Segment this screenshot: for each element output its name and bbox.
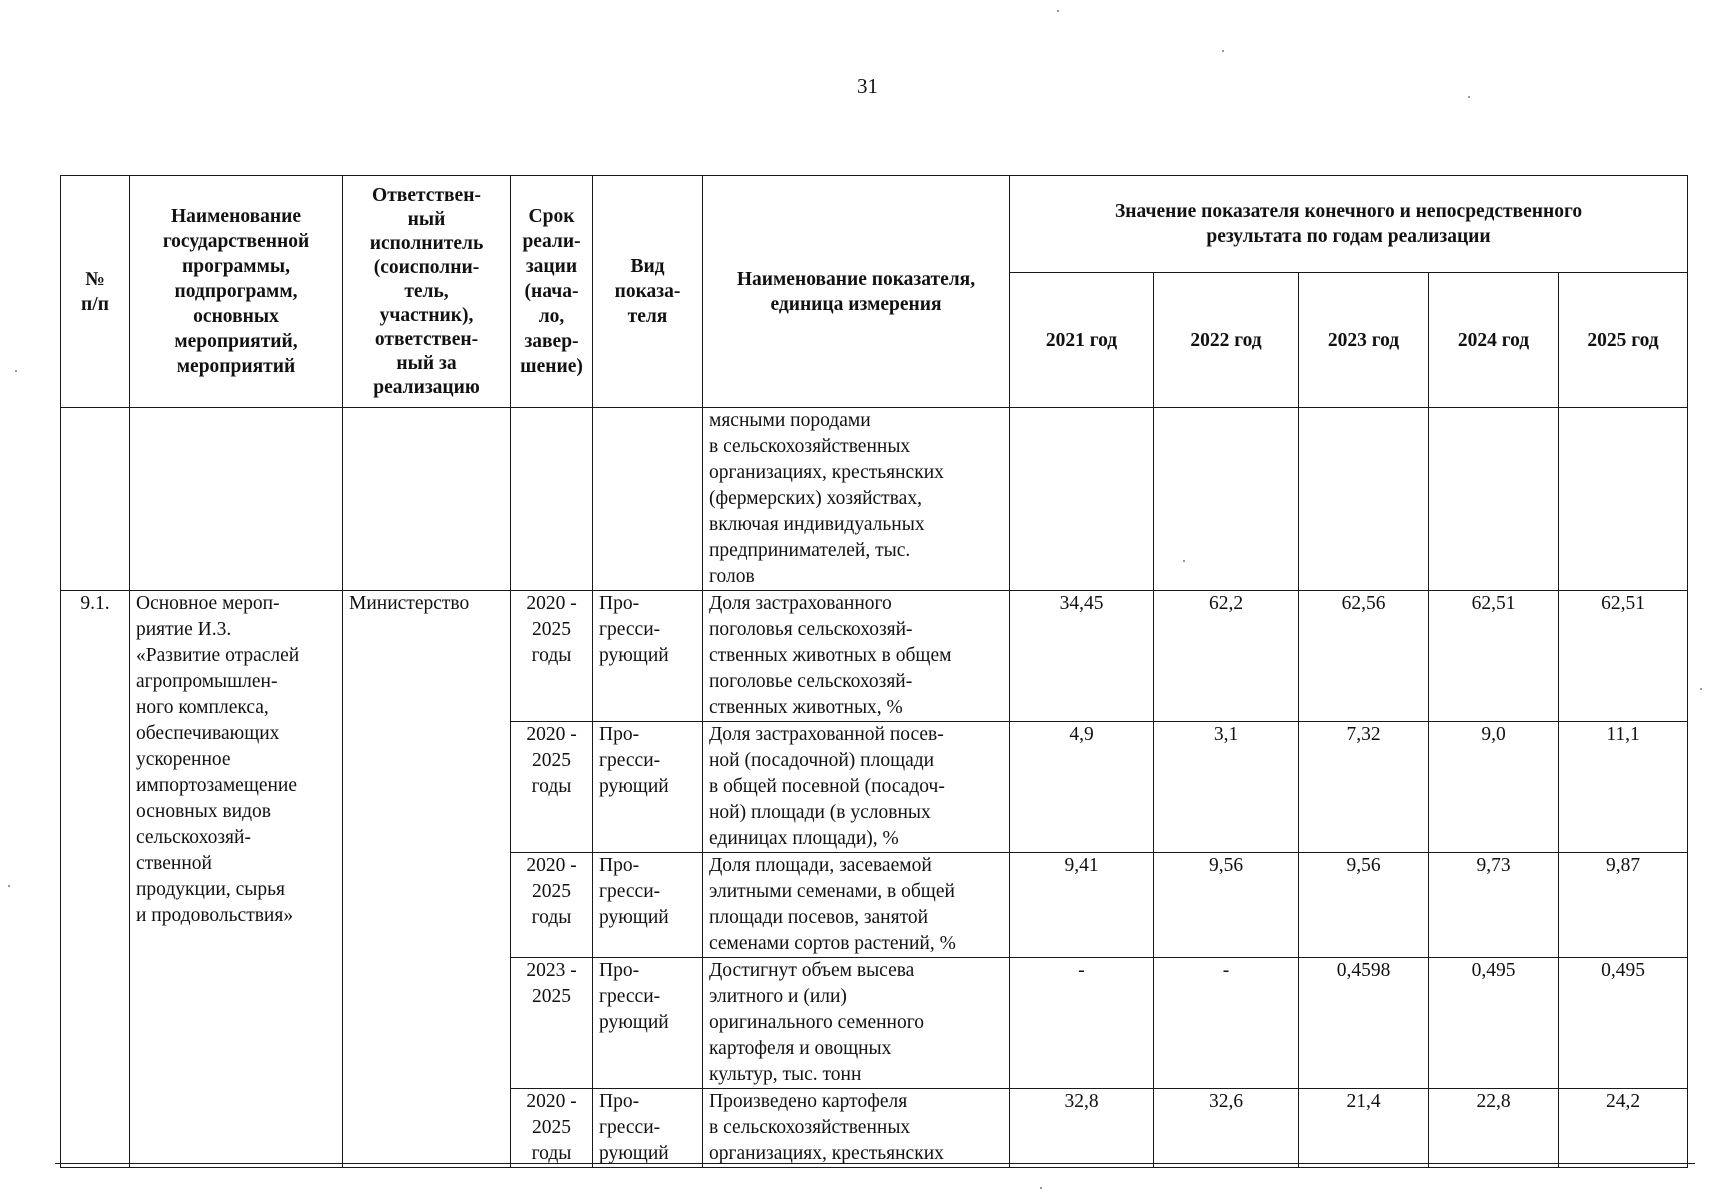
indicator-cell <box>703 958 1010 1089</box>
text-line: 2025 <box>532 750 571 771</box>
text-line: Ответствен- <box>372 184 481 206</box>
text-line: голов <box>709 566 755 587</box>
text-line: мясными породами <box>709 410 871 431</box>
text-line: ный за <box>396 352 457 374</box>
measure-executor: Министерство <box>343 591 511 1168</box>
text-line: годы <box>531 776 572 797</box>
scan-speck <box>1468 96 1470 98</box>
text-line: ной (посадочной) площади <box>709 750 935 771</box>
text-line: Про- <box>599 1091 640 1112</box>
indicator-type-cell <box>593 591 703 722</box>
text-line: культур, тыс. тонн <box>709 1064 862 1085</box>
text-line: ственных животных в общем <box>709 645 952 666</box>
text-line: ной) площади (в условных <box>709 802 931 823</box>
text-line: гресси- <box>599 1117 661 1138</box>
value-cell: 9,87 <box>1559 853 1688 958</box>
text-line: ственных животных, % <box>709 697 903 718</box>
text-line: Про- <box>599 960 640 981</box>
text-line: в общей посевной (посадоч- <box>709 776 945 797</box>
text-line: ло, <box>538 306 565 327</box>
value-cell: - <box>1010 958 1154 1089</box>
header-year-2022: 2022 год <box>1154 273 1299 408</box>
text-line: № <box>85 268 105 290</box>
value-cell <box>1154 408 1299 591</box>
scan-speck <box>15 370 17 372</box>
text-line: поголовье сельскохозяй- <box>709 671 913 692</box>
term-cell <box>511 591 593 722</box>
scan-speck <box>1222 50 1224 52</box>
scan-speck <box>1057 10 1059 12</box>
indicator-type-cell <box>593 1089 703 1168</box>
page-number: 31 <box>857 74 878 98</box>
text-line: сельскохозяй- <box>136 827 251 848</box>
value-cell: 32,8 <box>1010 1089 1154 1168</box>
measure-name <box>130 591 343 1168</box>
scan-speck <box>1700 688 1702 690</box>
value-cell: 32,6 <box>1154 1089 1299 1168</box>
text-line: и продовольствия» <box>136 905 294 926</box>
value-cell: 62,56 <box>1299 591 1429 722</box>
table-row <box>61 591 1688 722</box>
text-line: реали- <box>522 231 581 252</box>
text-line: (соисполни- <box>373 256 480 278</box>
text-line: предпринимателей, тыс. <box>709 540 911 561</box>
text-line: рующий <box>599 776 669 797</box>
empty-cell <box>511 408 593 591</box>
indicator-cell <box>703 1089 1010 1168</box>
text-line: элитного и (или) <box>709 986 847 1007</box>
text-line: Достигнут объем высева <box>709 960 915 981</box>
value-cell: 9,0 <box>1429 722 1559 853</box>
text-line: 2020 - <box>526 855 577 876</box>
text-line: п/п <box>81 293 109 315</box>
header-program <box>130 176 343 408</box>
text-line: Наименование <box>171 206 301 227</box>
text-line: картофеля и овощных <box>709 1038 892 1059</box>
text-line: рующий <box>599 907 669 928</box>
text-line: теля <box>627 306 668 327</box>
text-line: Про- <box>599 593 640 614</box>
text-line: риятие И.3. <box>136 619 232 640</box>
header-executor <box>343 176 511 408</box>
value-cell: 62,51 <box>1429 591 1559 722</box>
text-line: результата по годам реализации <box>1206 226 1491 247</box>
value-cell: 22,8 <box>1429 1089 1559 1168</box>
text-line: поголовья сельскохозяй- <box>709 619 913 640</box>
text-line: Доля застрахованной посев- <box>709 724 944 745</box>
text-line: «Развитие отраслей <box>136 645 300 666</box>
text-line: Срок <box>528 206 575 227</box>
text-line: семенами сортов растений, % <box>709 933 956 954</box>
value-cell <box>1559 408 1688 591</box>
text-line: площади посевов, занятой <box>709 907 929 928</box>
text-line: ного комплекса, <box>136 697 269 718</box>
text-line: гресси- <box>599 750 661 771</box>
value-cell: 24,2 <box>1559 1089 1688 1168</box>
text-line: Про- <box>599 724 640 745</box>
text-line: продукции, сырья <box>136 879 285 900</box>
empty-cell <box>593 408 703 591</box>
text-line: организациях, крестьянских <box>709 1143 944 1164</box>
text-line: Доля площади, засеваемой <box>709 855 932 876</box>
text-line: единица измерения <box>770 293 942 315</box>
empty-cell <box>61 408 130 591</box>
text-line: обеспечивающих <box>136 723 280 744</box>
value-cell: 9,41 <box>1010 853 1154 958</box>
value-cell: 4,9 <box>1010 722 1154 853</box>
indicator-cell <box>703 853 1010 958</box>
scan-speck <box>1040 1187 1042 1189</box>
text-line: мероприятий <box>176 356 296 377</box>
indicator-type-cell <box>593 853 703 958</box>
text-line: единицах площади), % <box>709 828 899 849</box>
measure-number: 9.1. <box>61 591 130 1168</box>
text-line: рующий <box>599 1012 669 1033</box>
text-line: ный <box>407 208 446 230</box>
value-cell: 9,56 <box>1299 853 1429 958</box>
text-line: показа- <box>614 281 681 302</box>
text-line: годы <box>531 645 572 666</box>
indicator-type-cell <box>593 722 703 853</box>
text-line: включая индивидуальных <box>709 514 925 535</box>
text-line: Вид <box>630 256 665 277</box>
value-cell: 34,45 <box>1010 591 1154 722</box>
text-line: (фермерских) хозяйствах, <box>709 488 922 509</box>
text-line: участник), <box>379 304 474 326</box>
text-line: годы <box>531 1143 572 1164</box>
text-line: Основное мероп- <box>136 593 280 614</box>
text-line: гресси- <box>599 881 661 902</box>
text-line: 2025 <box>532 881 571 902</box>
text-line: 2020 - <box>526 1091 577 1112</box>
value-cell: 62,51 <box>1559 591 1688 722</box>
header-year-2021: 2021 год <box>1010 273 1154 408</box>
header-values-group <box>1010 176 1688 273</box>
header-num <box>61 176 130 408</box>
term-cell <box>511 722 593 853</box>
text-line: агропромышлен- <box>136 671 278 692</box>
value-cell: 7,32 <box>1299 722 1429 853</box>
value-cell: 0,4598 <box>1299 958 1429 1089</box>
header-year-2025: 2025 год <box>1559 273 1688 408</box>
value-cell: 3,1 <box>1154 722 1299 853</box>
text-line: зации <box>525 256 578 277</box>
text-line: шение) <box>520 356 583 377</box>
text-line: годы <box>531 907 572 928</box>
text-line: Произведено картофеля <box>709 1091 908 1112</box>
text-line: 2023 - <box>526 960 577 981</box>
text-line: ственной <box>136 853 212 874</box>
text-line: (нача- <box>524 281 579 302</box>
indicator-cell <box>703 408 1010 591</box>
header-type <box>593 176 703 408</box>
scan-speck <box>1183 560 1185 562</box>
value-cell: 0,495 <box>1559 958 1688 1089</box>
text-line: рующий <box>599 1143 669 1164</box>
header-year-2023: 2023 год <box>1299 273 1429 408</box>
empty-cell <box>343 408 511 591</box>
text-line: тель, <box>404 280 449 302</box>
text-line: оригинального семенного <box>709 1012 925 1033</box>
text-line: реализацию <box>373 376 480 398</box>
text-line: 2020 - <box>526 593 577 614</box>
header-indicator <box>703 176 1010 408</box>
term-cell <box>511 1089 593 1168</box>
text-line: ответствен- <box>374 328 479 350</box>
text-line: исполнитель <box>369 232 484 254</box>
value-cell: 21,4 <box>1299 1089 1429 1168</box>
text-line: 2025 <box>532 986 571 1007</box>
text-line: элитными семенами, в общей <box>709 881 955 902</box>
text-line: завер- <box>524 331 579 352</box>
value-cell: 9,56 <box>1154 853 1299 958</box>
indicator-cell <box>703 722 1010 853</box>
text-line: в сельскохозяйственных <box>709 1117 911 1138</box>
header-term <box>511 176 593 408</box>
text-line: основных видов <box>136 801 271 822</box>
value-cell: - <box>1154 958 1299 1089</box>
text-line: мероприятий, <box>174 331 298 352</box>
text-line: основных <box>193 306 279 327</box>
text-line: 2025 <box>532 1117 571 1138</box>
text-line: 2020 - <box>526 724 577 745</box>
text-line: в сельскохозяйственных <box>709 436 911 457</box>
page-baseline <box>55 1163 1695 1164</box>
text-line: Значение показателя конечного и непосредственного <box>1114 201 1583 222</box>
value-cell: 11,1 <box>1559 722 1688 853</box>
text-line: Про- <box>599 855 640 876</box>
term-cell <box>511 853 593 958</box>
value-cell: 62,2 <box>1154 591 1299 722</box>
text-line: рующий <box>599 645 669 666</box>
text-line: Наименование показателя, <box>736 268 976 290</box>
value-cell: 9,73 <box>1429 853 1559 958</box>
header-year-2024: 2024 год <box>1429 273 1559 408</box>
indicator-cell <box>703 591 1010 722</box>
text-line: импортозамещение <box>136 775 298 796</box>
text-line: гресси- <box>599 619 661 640</box>
table-row <box>61 408 1688 591</box>
text-line: государственной <box>162 231 310 252</box>
value-cell: 0,495 <box>1429 958 1559 1089</box>
value-cell <box>1010 408 1154 591</box>
text-line: подпрограмм, <box>174 281 298 302</box>
text-line: ускоренное <box>136 749 231 770</box>
text-line: гресси- <box>599 986 661 1007</box>
text-line: Доля застрахованного <box>709 593 892 614</box>
value-cell <box>1429 408 1559 591</box>
term-cell <box>511 958 593 1089</box>
indicator-table <box>60 175 1688 1168</box>
scan-speck <box>8 885 10 887</box>
indicator-type-cell <box>593 958 703 1089</box>
text-line: организациях, крестьянских <box>709 462 944 483</box>
text-line: программы, <box>182 256 290 277</box>
value-cell <box>1299 408 1429 591</box>
empty-cell <box>130 408 343 591</box>
text-line: 2025 <box>532 619 571 640</box>
